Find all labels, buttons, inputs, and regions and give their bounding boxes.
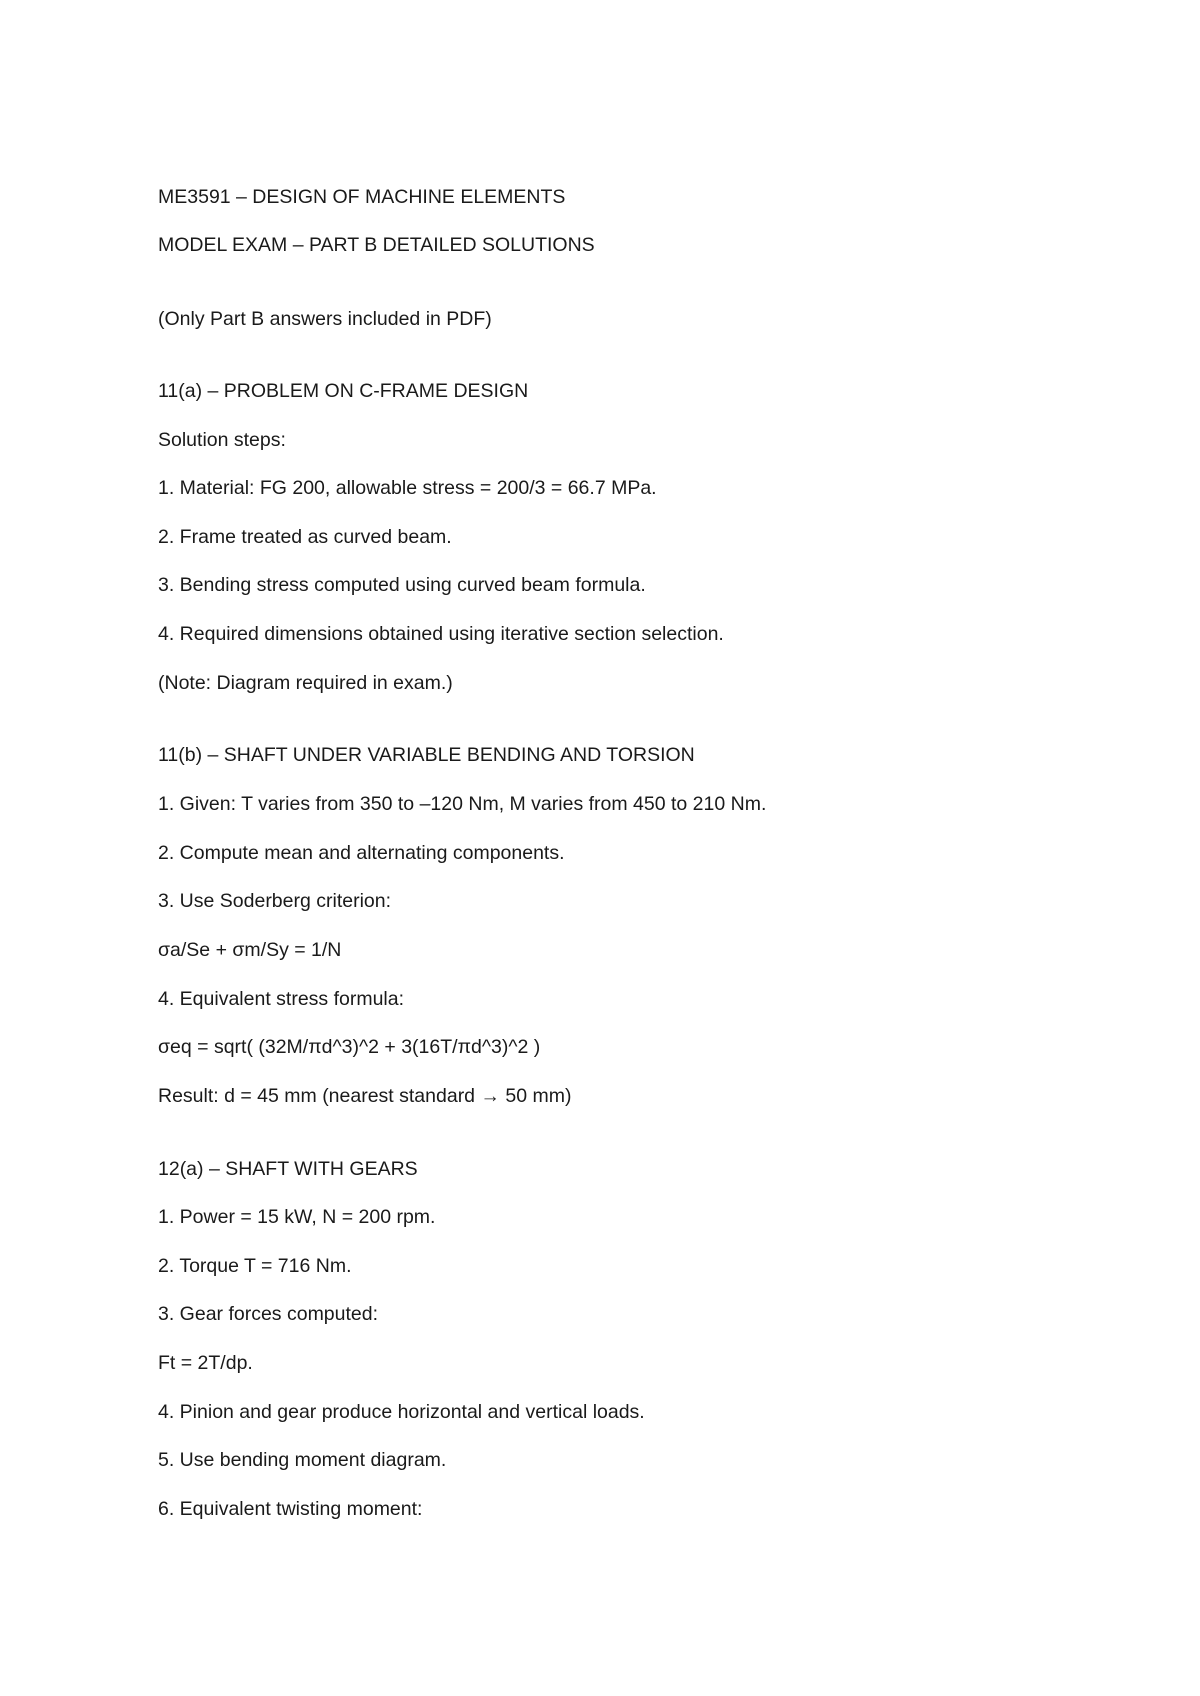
- section-12a-line: 6. Equivalent twisting moment:: [158, 1498, 423, 1520]
- soderberg-formula: σa/Se + σm/Sy = 1/N: [158, 939, 342, 961]
- section-11a-note: (Note: Diagram required in exam.): [158, 672, 453, 694]
- section-12a-line: 1. Power = 15 kW, N = 200 rpm.: [158, 1206, 436, 1228]
- section-11b-line: 2. Compute mean and alternating components.: [158, 842, 565, 864]
- section-11b-line: 1. Given: T varies from 350 to –120 Nm, M varies from 450 to 210 Nm.: [158, 793, 767, 815]
- section-11a-step: 4. Required dimensions obtained using iterative section selection.: [158, 623, 724, 645]
- section-11b-result: Result: d = 45 mm (nearest standard → 50 mm): [158, 1085, 572, 1107]
- section-11b-line: 4. Equivalent stress formula:: [158, 988, 405, 1010]
- section-12a-line: 2. Torque T = 716 Nm.: [158, 1255, 352, 1277]
- section-11a-step: 3. Bending stress computed using curved beam formula.: [158, 574, 646, 596]
- section-12a-line: 3. Gear forces computed:: [158, 1303, 379, 1325]
- section-11a-intro: Solution steps:: [158, 429, 286, 451]
- exam-subtitle: MODEL EXAM – PART B DETAILED SOLUTIONS: [158, 234, 595, 256]
- section-11b-line: 3. Use Soderberg criterion:: [158, 890, 392, 912]
- section-11a-heading: 11(a) – PROBLEM ON C-FRAME DESIGN: [158, 380, 529, 402]
- scope-note: (Only Part B answers included in PDF): [158, 308, 492, 330]
- course-title: ME3591 – DESIGN OF MACHINE ELEMENTS: [158, 186, 566, 208]
- section-12a-heading: 12(a) – SHAFT WITH GEARS: [158, 1158, 418, 1180]
- section-11a-step: 2. Frame treated as curved beam.: [158, 526, 452, 548]
- section-12a-line: 4. Pinion and gear produce horizontal and vertical loads.: [158, 1401, 645, 1423]
- equivalent-stress-formula: σeq = sqrt( (32M/πd^3)^2 + 3(16T/πd^3)^2 ): [158, 1036, 541, 1058]
- tangential-force-formula: Ft = 2T/dp.: [158, 1352, 253, 1374]
- section-12a-line: 5. Use bending moment diagram.: [158, 1449, 447, 1471]
- section-11b-heading: 11(b) – SHAFT UNDER VARIABLE BENDING AND TORSION: [158, 744, 695, 766]
- section-11a-step: 1. Material: FG 200, allowable stress = 200/3 = 66.7 MPa.: [158, 477, 657, 499]
